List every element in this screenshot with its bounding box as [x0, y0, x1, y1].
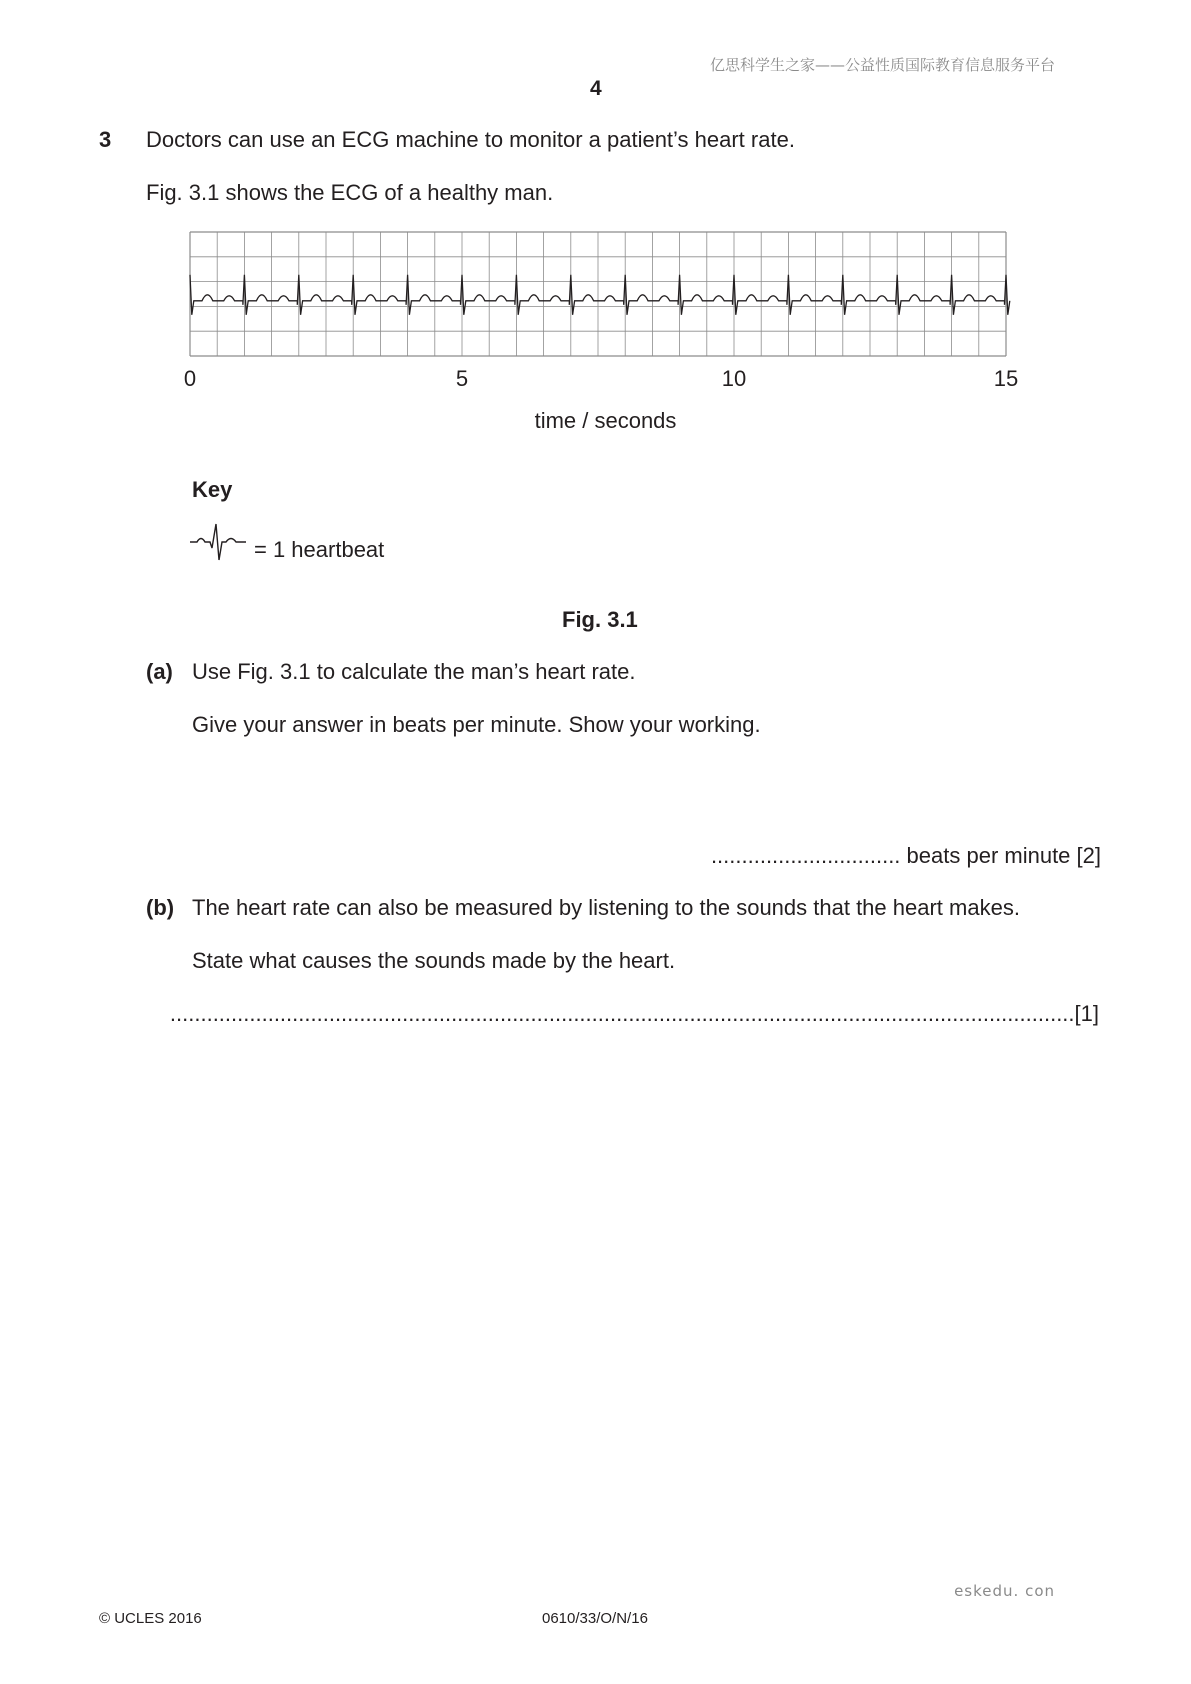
copyright: © UCLES 2016 — [99, 1610, 202, 1627]
x-tick-label: 15 — [993, 366, 1019, 391]
x-tick-label: 5 — [455, 366, 469, 391]
paper-code: 0610/33/O/N/16 — [542, 1610, 648, 1627]
part-a-answer-dots[interactable]: ............................... — [710, 843, 901, 868]
key-label: = 1 heartbeat — [254, 537, 385, 562]
ecg-trace — [190, 275, 1010, 315]
figure-intro: Fig. 3.1 shows the ECG of a healthy man. — [146, 180, 554, 205]
x-axis-label — [0, 408, 1191, 434]
heartbeat-wave-icon — [188, 520, 250, 564]
x-tick-label: 0 — [183, 366, 197, 391]
key-title: Key — [192, 477, 233, 502]
x-tick-label: 10 — [721, 366, 747, 391]
ecg-line — [190, 275, 1010, 315]
part-b-instruction: State what causes the sounds made by the heart. — [192, 948, 676, 973]
part-a-text: Use Fig. 3.1 to calculate the man’s heart rate. — [192, 659, 636, 684]
part-a-instruction: Give your answer in beats per minute. Show your working. — [192, 712, 761, 737]
part-b-marks: [1] — [1074, 1001, 1099, 1026]
page-number: 4 — [590, 77, 602, 100]
x-axis-label-text: time / seconds — [534, 408, 677, 433]
part-b-text: The heart rate can also be measured by listening to the sounds that the heart makes. — [192, 895, 1020, 920]
ecg-chart — [183, 228, 1028, 438]
watermark-top: 亿思科学生之家——公益性质国际教育信息服务平台 — [709, 56, 1055, 74]
part-b-answer-line[interactable] — [169, 1001, 1099, 1027]
part-b-label: (b) — [146, 895, 175, 920]
part-a-label: (a) — [146, 659, 173, 684]
question-intro: Doctors can use an ECG machine to monitor a patient’s heart rate. — [146, 127, 795, 152]
part-a-answer-suffix: beats per minute [2] — [906, 843, 1101, 868]
watermark-bottom: eskedu. con — [954, 1582, 1055, 1600]
part-b-answer-dots[interactable]: .................................................................................................................................................... — [169, 1001, 1075, 1026]
figure-caption: Fig. 3.1 — [562, 607, 638, 632]
ecg-ticks — [184, 366, 1018, 391]
part-a-answer-line[interactable] — [711, 843, 1101, 869]
question-number: 3 — [99, 127, 112, 152]
ecg-grid — [190, 232, 1006, 356]
